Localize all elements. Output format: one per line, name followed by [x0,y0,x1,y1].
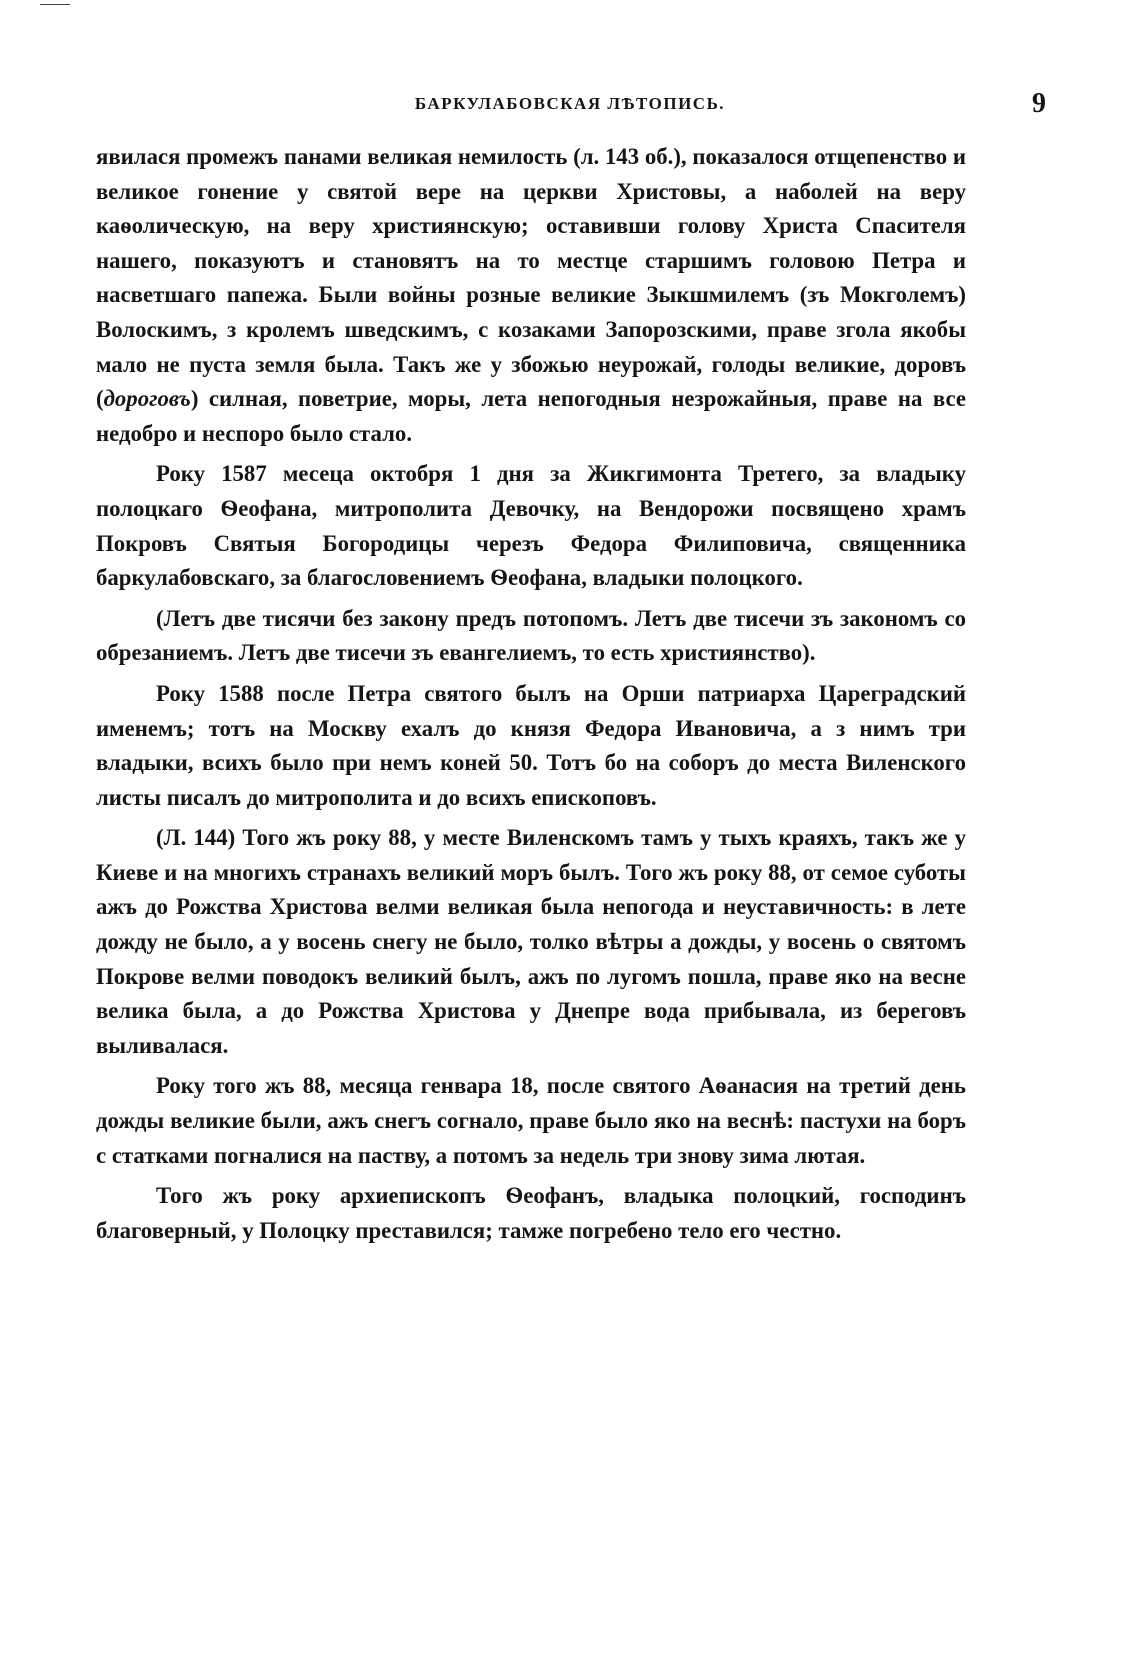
scan-mark [40,4,70,5]
paragraph: Того жъ року архиепископъ Ѳеофанъ, владыка полоцкий, господинъ благоверный, у Полоцку преставился; тамже погребено тело его честно. [96,1183,966,1243]
page-header [100,88,1046,134]
paragraph: Року 1587 месеца октобря 1 дня за Жикгимонта Третего, за владыку полоцкаго Ѳеофана, митрополита Девочку, на Вендорожи посвящено храмъ Покровъ Святыя Богородицы черезъ Федора Филиповича, священника баркулабовскаго, за благословениемъ Ѳеофана, владыки полоцкого. [96,461,966,591]
paragraph: Року того жъ 88, месяца генвара 18, после святого Аѳанасия на третий день дожды великие были, ажъ снегъ согнало, праве было яко на веснѣ: пастухи на боръ с статками погналися на паству, а потомъ за недель три знову зима лютая. [96,1073,966,1168]
paragraph: Року 1588 после Петра святого былъ на Орши патриарха Цареградский именемъ; тотъ на Москву ехалъ до князя Федора Ивановича, а з нимъ три владыки, всихъ было при немъ коней 50. Тотъ бо на соборъ до места Виленского листы писалъ до митрополита и до всихъ епископовъ. [96,680,966,810]
paragraph-italic-text: дороговъ [103,386,191,412]
running-title: БАРКУЛАБОВСКАЯ ЛѢТОПИСЬ. [414,94,726,113]
paragraph: (Л. 144) Того жъ року 88, у месте Виленскомъ тамъ у тыхъ краяхъ, такъ же у Киеве и на многихъ странахъ великий моръ былъ. Того жъ року 88, от семое суботы ажъ до Рожства Христова велми великая была непогода и неуставичность: в лете дожду не было, а у восень снегу не было, толко вѣтры а дожды, у восень о святомъ Покрове велми поводокъ великий былъ, ажъ по лугомъ пошла, праве яко на весне велика была, а до Рожства Христова у Днепре вода прибывала, из береговъ выливалася. [96,825,966,1058]
page-body [96,140,966,1254]
paragraph-text: ) силная, поветрие, моры, лета непогодныя незрожайныя, праве на все недобро и неспоро было стало. [96,386,966,446]
paragraph-text: явилася промежъ панами великая немилость (л. 143 об.), показалося отщепенство и великое гонение у святой вере на церкви Христовы, а наболей на веру каѳолическую, на веру християнскую; оставивши голову Христа Спасителя нашего, показуютъ и становятъ на то местце старшимъ головою Петра и насветшаго папежа. Были войны розные великие Зыкшмилемъ (зъ Мокголемъ) Волоскимъ, з кролемъ шведскимъ, с козаками Запорозскими, праве згола якобы мало не пуста земля была. Такъ же у збожью неурожай, голоды великие, доровъ ( [96,144,966,412]
paragraph: (Летъ две тисячи без закону предъ потопомъ. Летъ две тисечи зъ закономъ со обрезаниемъ. Летъ две тисечи зъ евангелиемъ, то есть християнство). [96,605,966,666]
paragraph [96,140,966,451]
page-number: 9 [1032,88,1046,119]
